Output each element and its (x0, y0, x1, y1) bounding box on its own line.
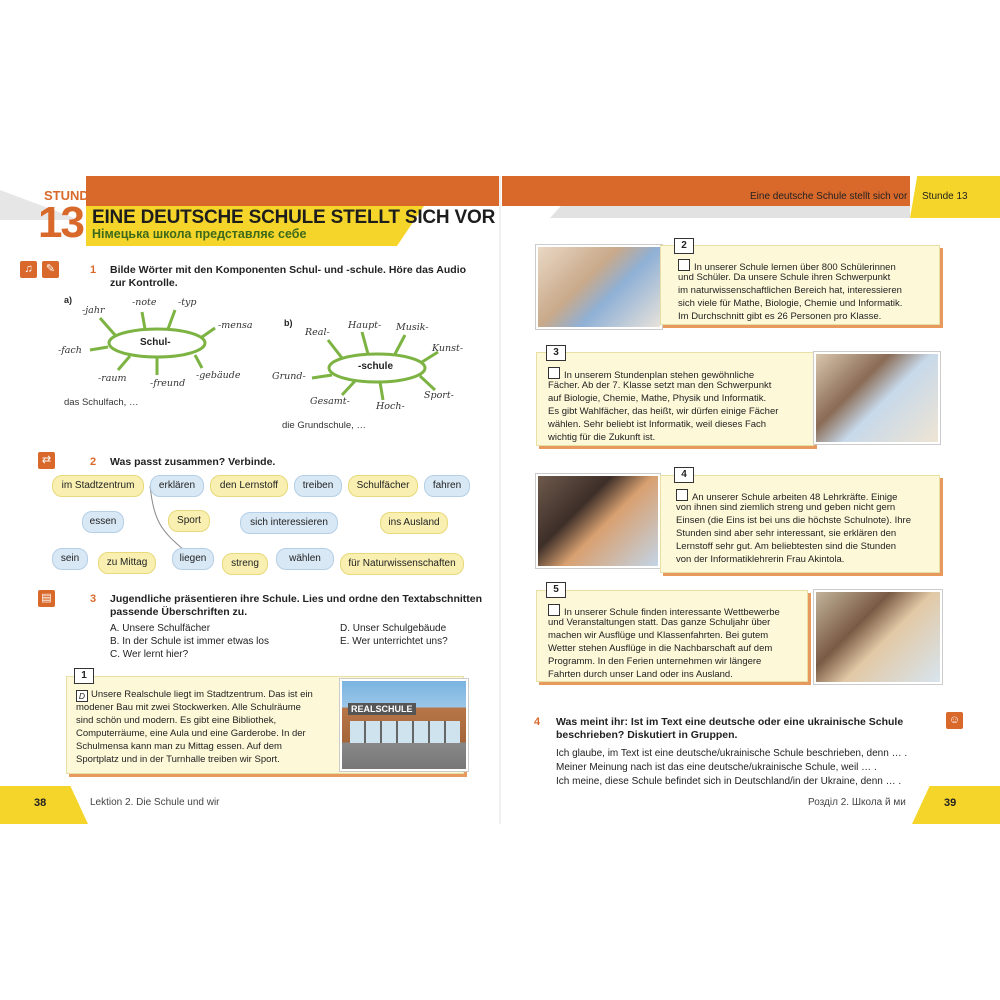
left-footer-text: Lektion 2. Die Schule und wir (90, 797, 220, 808)
stunde-label: STUNDE (44, 188, 98, 203)
word-chip[interactable]: sein (52, 548, 88, 570)
card-3-line: Es gibt Wahlfächer, das heißt, wir dürfen einige Fächer (548, 406, 779, 417)
teacher-photo (536, 474, 660, 568)
word-chip[interactable]: liegen (172, 548, 214, 570)
web-b-word: Grund- (272, 371, 306, 382)
card-1-line: modener Bau mit zwei Stockwerken. Alle Schulräume (76, 702, 301, 713)
card-number: 4 (674, 467, 694, 483)
card-number: 3 (546, 345, 566, 361)
task1-number: 1 (90, 264, 97, 276)
card-1-line: Computerräume, eine Aula und eine Garderobe. In der (76, 728, 306, 739)
right-page-number: 39 (944, 797, 957, 809)
card-1-line: Schulmensa kann man zu Mittag essen. Auf dem (76, 741, 282, 752)
web-b-word: Hoch- (376, 401, 405, 412)
answer-box[interactable]: D (76, 690, 88, 702)
web-a-word: -fach (58, 345, 82, 356)
card-5-line: Fahrten durch unser Land oder ins Ausland. (548, 669, 733, 680)
word-chip[interactable]: streng (222, 553, 268, 575)
students-laptop-photo (814, 352, 940, 444)
web-a-word: -raum (98, 373, 127, 384)
word-chip[interactable]: ins Ausland (380, 512, 448, 534)
right-footer-text: Розділ 2. Школа й ми (808, 797, 906, 808)
page-subtitle: Німецька школа представляє себе (92, 227, 307, 241)
discussion-phrase: Ich glaube, im Text ist eine deutsche/ukrainische Schule beschrieben, denn … . (556, 748, 908, 759)
web-b-word: Sport- (424, 390, 454, 401)
task3-number: 3 (90, 593, 97, 605)
task3-instruction-2: passende Überschriften zu. (110, 606, 248, 618)
card-2-line: und Schüler. Da unsere Schule ihren Schwerpunkt (678, 272, 891, 283)
word-chip[interactable]: treiben (294, 475, 342, 497)
answer-box[interactable] (548, 367, 560, 379)
right-badge: Stunde 13 (922, 191, 968, 202)
word-chip[interactable]: fahren (424, 475, 470, 497)
card-3-line: auf Biologie, Chemie, Mathe, Physik und Informatik. (548, 393, 767, 404)
page-title: EINE DEUTSCHE SCHULE STELLT SICH VOR (92, 207, 496, 228)
card-3-line: In unserem Stundenplan stehen gewöhnliche (548, 367, 806, 383)
right-page-title: Eine deutsche Schule stellt sich vor (750, 191, 908, 202)
web-a-word: -mensa (218, 320, 253, 331)
card-2-line: im naturwissenschaftlichen Bereich hat, interessieren (678, 285, 902, 296)
task1-instruction-1: Bilde Wörter mit den Komponenten Schul- und -schule. Höre das Audio (110, 264, 467, 276)
web-b-word: Gesamt- (310, 396, 350, 407)
card-3-line: wählen. Sehr beliebt ist Informatik, weil dieses Fach (548, 419, 767, 430)
task2-number: 2 (90, 456, 97, 468)
web-a-center: Schul- (140, 337, 171, 348)
card-5-line: und Veranstaltungen statt. Das ganze Schuljahr über (548, 617, 771, 628)
students-classroom-photo (536, 245, 662, 329)
students-bus-photo (814, 590, 942, 684)
card-1-line: sind schön und modern. Es gibt eine Bibliothek, (76, 715, 277, 726)
web-b-label: b) (284, 318, 293, 328)
school-building-photo (340, 679, 468, 771)
book-icon: ▤ (38, 590, 55, 607)
word-chip[interactable]: zu Mittag (98, 552, 156, 574)
web-a-word: -freund (150, 378, 186, 389)
task2-instruction: Was passt zusammen? Verbinde. (110, 456, 276, 468)
card-4-line: Einsen (die Eins ist bei uns die höchste Schulnote). Ihre (676, 515, 911, 526)
task4-instruction-2: beschrieben? Diskutiert in Gruppen. (556, 729, 738, 741)
card-3-line: Fächer. Ab der 7. Klasse setzt man den Schwerpunkt (548, 380, 772, 391)
word-chip[interactable]: sich interessieren (240, 512, 338, 534)
decor-grey-right (550, 206, 910, 218)
web-a-example: das Schulfach, … (64, 397, 139, 408)
card-2-line: Im Durchschnitt gibt es 26 Personen pro Klasse. (678, 311, 882, 322)
heading-option: A. Unsere Schulfächer (110, 623, 211, 634)
web-a-word: -note (132, 297, 157, 308)
card-number: 1 (74, 668, 94, 684)
card-number: 5 (546, 582, 566, 598)
task4-instruction-1: Was meint ihr: Ist im Text eine deutsche oder eine ukrainische Schule (556, 716, 904, 728)
heading-option: C. Wer lernt hier? (110, 649, 189, 660)
web-b-example: die Grundschule, … (282, 420, 366, 431)
card-4-line: von ihnen sind ziemlich streng und geben nicht gern (676, 502, 896, 513)
word-chip[interactable]: essen (82, 511, 124, 533)
card-4-line: Stunden sind aber sehr interessant, sie erklären den (676, 528, 897, 539)
answer-box[interactable] (548, 604, 560, 616)
card-1-line: Sportplatz und in der Turnhalle treiben wir Sport. (76, 754, 280, 765)
web-b-word: Musik- (396, 322, 429, 333)
card-5-line: Programm. In den Ferien unternehmen wir längere (548, 656, 762, 667)
left-page-number: 38 (34, 797, 47, 809)
card-5-line: Wetter stehen Ausflüge in die Nachbarschaft auf dem (548, 643, 773, 654)
card-number: 2 (674, 238, 694, 254)
heading-option: B. In der Schule ist immer etwas los (110, 636, 269, 647)
card-4-line: von der Informatiklehrerin Frau Akintola. (676, 554, 845, 565)
card-2-line: In unserer Schule lernen über 800 Schülerinnen (678, 259, 928, 275)
web-b-center: -schule (358, 361, 394, 372)
web-b-word: Real- (305, 327, 330, 338)
heading-option: E. Wer unterrichtet uns? (340, 636, 448, 647)
school-sign: REALSCHULE (348, 703, 416, 715)
web-b-word: Kunst- (432, 343, 464, 354)
header-bar-left (86, 176, 500, 206)
word-chip[interactable]: Schulfächer (348, 475, 418, 497)
web-b-word: Haupt- (348, 320, 382, 331)
task4-number: 4 (534, 716, 541, 728)
listen-icon: ♫ (20, 261, 37, 278)
word-webs (50, 290, 470, 440)
card-3-line: wichtig für die Zukunft ist. (548, 432, 656, 443)
heading-option: D. Unser Schulgebäude (340, 623, 447, 634)
card-4-line: Lernstoff sehr gut. Am beliebtesten sind die Stunden (676, 541, 897, 552)
answer-box[interactable] (676, 489, 688, 501)
task3-instruction-1: Jugendliche präsentieren ihre Schule. Lies und ordne den Textabschnitten (110, 593, 483, 605)
card-4-line: An unserer Schule arbeiten 48 Lehrkräfte. Einige (676, 489, 928, 505)
card-5-line: machen wir Ausflüge und Klassenfahrten. Bei gutem (548, 630, 769, 641)
word-chip[interactable]: im Stadtzentrum (52, 475, 144, 497)
page-gutter (499, 176, 501, 824)
web-a-word: -jahr (82, 305, 105, 316)
pair-work-icon: ⇄ (38, 452, 55, 469)
web-a-label: a) (64, 295, 73, 305)
answer-box[interactable] (678, 259, 690, 271)
discussion-phrase: Meiner Meinung nach ist das eine deutsche/ukrainische Schule, weil … . (556, 762, 877, 773)
word-chip[interactable]: erklären (150, 475, 204, 497)
web-a-word: -gebäude (196, 370, 241, 381)
write-icon: ✎ (42, 261, 59, 278)
group-work-icon: ☺ (946, 712, 963, 729)
card-2-line: sich viele für Mathe, Biologie, Chemie und Informatik. (678, 298, 903, 309)
task1-instruction-2: zur Kontrolle. (110, 277, 178, 289)
word-chip[interactable]: Sport (168, 510, 210, 532)
web-a-word: -typ (178, 297, 197, 308)
word-chip[interactable]: wählen (276, 548, 334, 570)
card-1-line: Unsere Realschule liegt im Stadtzentrum. Das ist ein (91, 689, 313, 700)
discussion-phrase: Ich meine, diese Schule befindet sich in Deutschland/in der Ukraine, denn … . (556, 776, 902, 787)
word-chip[interactable]: für Naturwissenschaften (340, 553, 464, 575)
stunde-number: 13 (38, 198, 83, 247)
card-5-line: In unserer Schule finden interessante Wettbewerbe (548, 604, 800, 620)
word-chip[interactable]: den Lernstoff (210, 475, 288, 497)
